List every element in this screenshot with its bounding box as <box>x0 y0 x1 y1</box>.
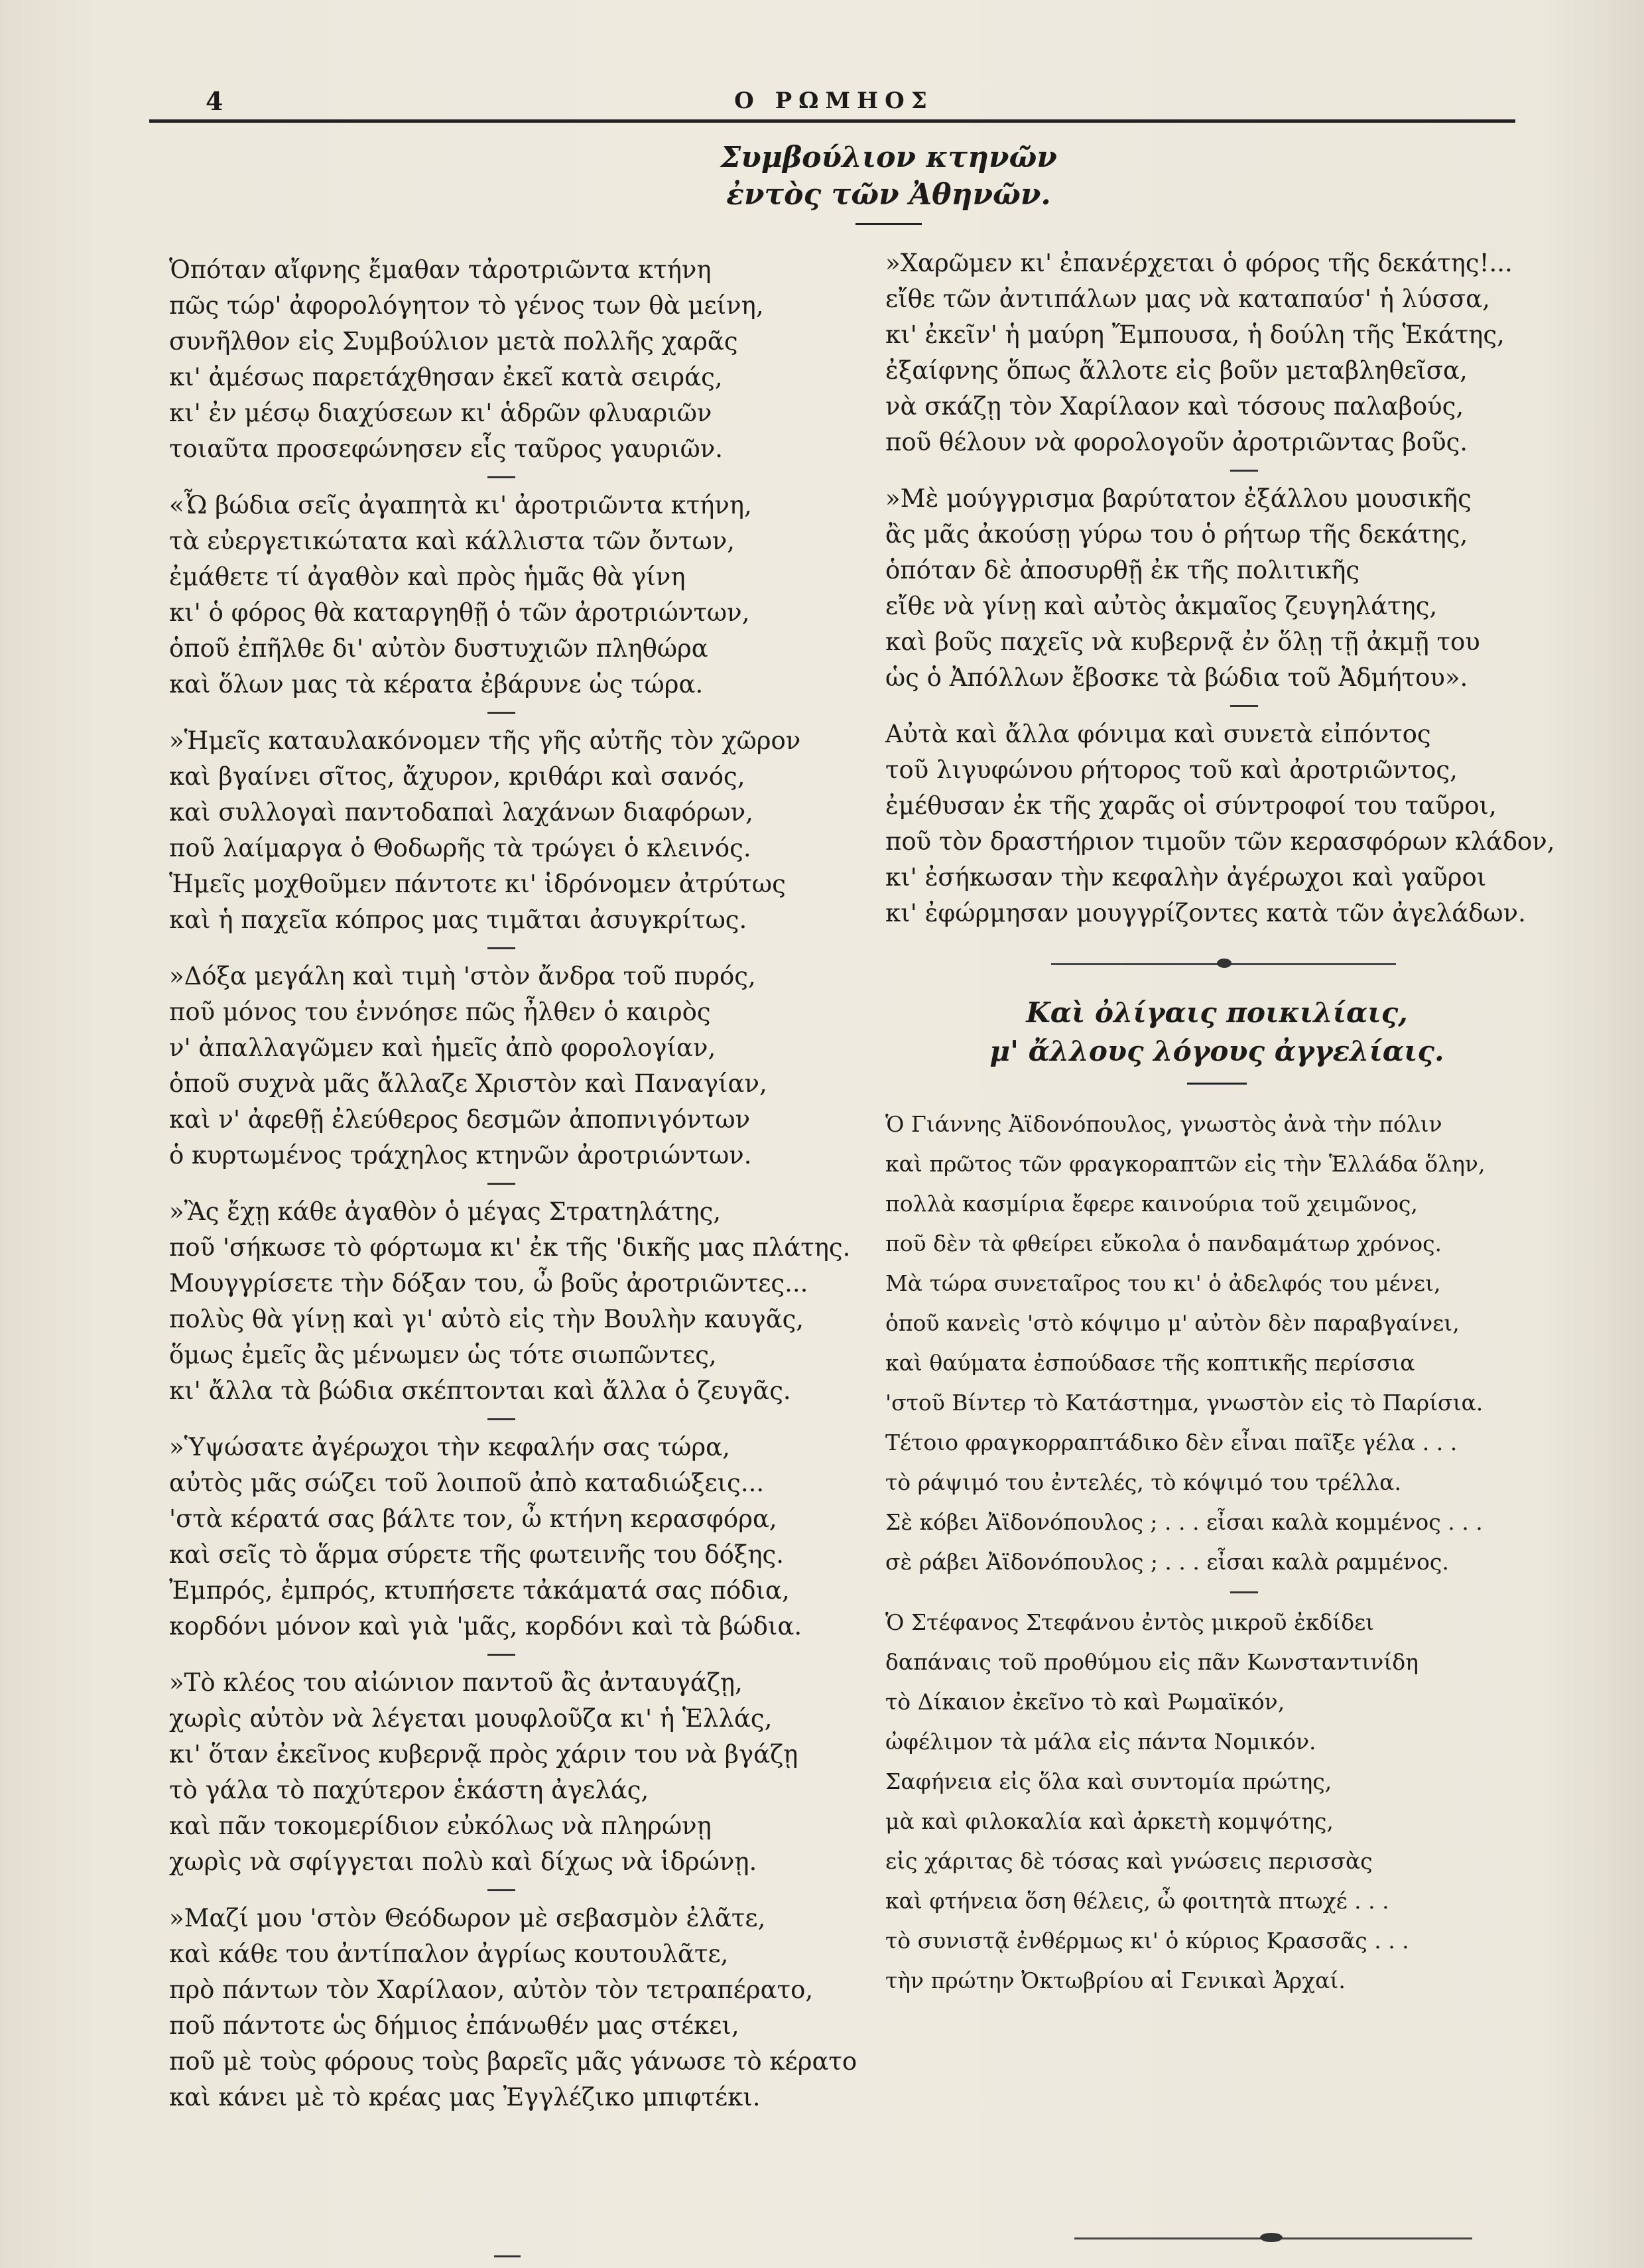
verse-line: ὁπόταν δὲ ἀποσυρθῇ ἐκ τῆς πολιτικῆς <box>885 556 1360 584</box>
section-title-dash <box>1187 1083 1247 1085</box>
ad-line: καὶ πρῶτος τῶν φραγκοραπτῶν εἰς τὴν Ἑλλάδα ὅλην, <box>885 1151 1486 1177</box>
verse-line: ἐξαίφνης ὅπως ἄλλοτε εἰς βοῦν μεταβληθεῖσα, <box>885 356 1468 385</box>
verse-line: χωρὶς νὰ σφίγγεται πολὺ καὶ δίχως νὰ ἱδρώνῃ. <box>169 1847 757 1876</box>
verse-line: »Ὑψώσατε ἀγέρωχοι τὴν κεφαλήν σας τώρα, <box>169 1433 730 1461</box>
stanza-separator <box>487 712 515 714</box>
verse-line: νὰ σκάζῃ τὸν Χαρίλαον καὶ τόσους παλαβούς, <box>885 392 1464 421</box>
verse-line: καὶ κάνει μὲ τὸ κρέας μας Ἐγγλέζικο μπιφτέκι. <box>169 2083 761 2111</box>
stanza <box>169 959 852 1173</box>
ornament-dot <box>1260 2233 1283 2242</box>
stanza-separator <box>487 1654 515 1656</box>
verse-line: κι' ἐφώρμησαν μουγγρίζοντες κατὰ τῶν ἀγελάδων. <box>885 899 1526 927</box>
ad-line: Μὰ τώρα συνεταῖρος του κι' ὁ ἀδελφός του μένει, <box>885 1270 1441 1296</box>
verse-line: κι' ἄλλα τὰ βώδια σκέπτονται καὶ ἄλλα ὁ ζευγᾶς. <box>169 1376 791 1405</box>
verse-line: »Ἂς ἔχῃ κάθε ἀγαθὸν ὁ μέγας Στρατηλάτης, <box>169 1197 722 1226</box>
header-rule <box>149 119 1515 123</box>
verse-line: κι' ἐν μέσῳ διαχύσεων κι' ἁδρῶν φλυαριῶν <box>169 399 712 427</box>
verse-line: ὁποῦ ἐπῆλθε δι' αὐτὸν δυστυχιῶν πληθώρα <box>169 634 708 663</box>
title-dash <box>855 223 922 225</box>
stanza <box>885 245 1549 460</box>
stanza <box>169 1901 857 2115</box>
article-title-line: Συμβούλιον κτηνῶν <box>720 141 1057 174</box>
advertisement <box>885 1603 1549 2001</box>
verse-line: ν' ἀπαλλαγῶμεν καὶ ἡμεῖς ἀπὸ φορολογίαν, <box>169 1034 716 1062</box>
verse-line: πρὸ πάντων τὸν Χαρίλαον, αὐτὸν τὸν τετραπέρατο, <box>169 1975 814 2004</box>
verse-line: ὁποῦ συχνὰ μᾶς ἄλλαζε Χριστὸν καὶ Παναγίαν, <box>169 1069 767 1098</box>
stanza <box>169 488 852 702</box>
verse-line: »Ἡμεῖς καταυλακόνομεν τῆς γῆς αὐτῆς τὸν χῶρον <box>169 726 801 755</box>
stanza <box>169 1194 852 1409</box>
article-title-line: ἐντὸς τῶν Ἀθηνῶν. <box>726 178 1051 212</box>
stanza-separator <box>487 1889 515 1891</box>
verse-line: ποῦ μόνος του ἐννόησε πῶς ἦλθεν ὁ καιρὸς <box>169 998 711 1026</box>
verse-line: Ἡμεῖς μοχθοῦμεν πάντοτε κι' ἱδρόνομεν ἀτρύτως <box>169 870 786 898</box>
advertisement <box>885 1104 1549 1582</box>
ad-line: καὶ θαύματα ἐσπούδασε τῆς κοπτικῆς περίσσια <box>885 1350 1415 1376</box>
verse-line: καὶ συλλογαὶ παντοδαπαὶ λαχάνων διαφόρων, <box>169 798 753 827</box>
ad-line: Ὁ Στέφανος Στεφάνου ἐντὸς μικροῦ ἐκδίδει <box>885 1609 1375 1635</box>
ad-line: καὶ φτήνεια ὅση θέλεις, ὦ φοιτητὰ πτωχέ . . . <box>885 1888 1389 1914</box>
stanza-separator <box>1230 705 1258 707</box>
ad-line: 'στοῦ Βίντερ τὸ Κατάστημα, γνωστὸν εἰς τὸ Παρίσια. <box>885 1390 1484 1416</box>
verse-line: ὁ κυρτωμένος τράχηλος κτηνῶν ἀροτριώντων. <box>169 1141 752 1169</box>
ornament-dot <box>1217 959 1232 968</box>
verse-line: ποῦ τὸν δραστήριον τιμοῦν τῶν κερασφόρων κλάδον, <box>885 827 1555 856</box>
article-title <box>663 139 1114 225</box>
verse-line: καὶ ὅλων μας τὰ κέρατα ἐβάρυνε ὡς τώρα. <box>169 670 704 699</box>
ad-line: τὸ συνιστᾷ ἐνθέρμως κι' ὁ κύριος Κρασσᾶς . . . <box>885 1928 1409 1954</box>
paragraph-separator <box>1230 1591 1258 1593</box>
verse-line: τὰ εὐεργετικώτατα καὶ κάλλιστα τῶν ὄντων, <box>169 527 735 555</box>
verse-line: κι' ἐσήκωσαν τὴν κεφαλὴν ἀγέρωχοι καὶ γαῦροι <box>885 863 1487 892</box>
stanza-separator <box>487 1183 515 1185</box>
verse-line: ὡς ὁ Ἀπόλλων ἔβοσκε τὰ βώδια τοῦ Ἀδμήτου». <box>885 663 1468 692</box>
verse-line: κορδόνι μόνον καὶ γιὰ 'μᾶς, κορδόνι καὶ τὰ βώδια. <box>169 1612 802 1640</box>
masthead: Ο ΡΩΜΗΟΣ <box>734 88 934 114</box>
page-number: 4 <box>206 86 223 116</box>
verse-line: »Μαζί μου 'στὸν Θεόδωρον μὲ σεβασμὸν ἐλᾶτε, <box>169 1904 766 1932</box>
verse-line: καὶ ἡ παχεῖα κόπρος μας τιμᾶται ἀσυγκρίτως. <box>169 905 747 934</box>
verse-line: »Δόξα μεγάλη καὶ τιμὴ 'στὸν ἄνδρα τοῦ πυρός, <box>169 962 756 990</box>
section-title-line: μ' ἄλλους λόγους ἀγγελίαις. <box>989 1035 1444 1067</box>
stanza <box>169 1665 852 1880</box>
section-ornament <box>885 954 1549 974</box>
stanza <box>885 481 1549 696</box>
verse-line: πῶς τώρ' ἀφορολόγητον τὸ γένος των θὰ μείνη, <box>169 291 764 320</box>
ad-line: ποῦ δὲν τὰ φθείρει εὔκολα ὁ πανδαμάτωρ χρόνος. <box>885 1231 1442 1256</box>
verse-line: Μουγγρίσετε τὴν δόξαν του, ὦ βοῦς ἀροτριῶντες... <box>169 1269 808 1298</box>
ad-line: ὠφέλιμον τὰ μάλα εἰς πάντα Νομικόν. <box>885 1729 1316 1755</box>
ad-line: μὰ καὶ φιλοκαλία καὶ ἀρκετὴ κομψότης, <box>885 1808 1334 1834</box>
verse-line: καὶ ν' ἀφεθῇ ἐλεύθερος δεσμῶν ἀποπνιγόντων <box>169 1105 751 1134</box>
verse-line: ποῦ 'σήκωσε τὸ φόρτωμα κι' ἐκ τῆς 'δικῆς μας πλάτης. <box>169 1233 851 1262</box>
verse-line: κι' ὁ φόρος θὰ καταργηθῇ ὁ τῶν ἀροτριώντων, <box>169 598 750 627</box>
verse-line: ἐμάθετε τί ἀγαθὸν καὶ πρὸς ἡμᾶς θὰ γίνη <box>169 563 686 591</box>
stanza <box>169 1430 852 1644</box>
verse-line: εἴθε νὰ γίνῃ καὶ αὐτὸς ἀκμαῖος ζευγηλάτης, <box>885 592 1438 620</box>
stanza-separator <box>487 947 515 949</box>
verse-line: »Χαρῶμεν κι' ἐπανέρχεται ὁ φόρος τῆς δεκάτης!... <box>885 249 1513 277</box>
ad-line: Ὁ Γιάννης Ἀϊδονόπουλος, γνωστὸς ἀνὰ τὴν πόλιν <box>885 1111 1442 1137</box>
end-ornament <box>1074 2232 1472 2245</box>
verse-line: ποῦ λαίμαργα ὁ Θοδωρῆς τὰ τρώγει ὁ κλεινός. <box>169 834 751 862</box>
verse-line: Ἐμπρός, ἐμπρός, κτυπήσετε τἀκάματά σας πόδια, <box>169 1576 790 1605</box>
verse-line: ἂς μᾶς ἀκούσῃ γύρω του ὁ ρήτωρ τῆς δεκάτης, <box>885 520 1468 549</box>
stanza <box>169 723 852 938</box>
verse-line: τοιαῦτα προσεφώνησεν εἷς ταῦρος γαυριῶν. <box>169 434 724 463</box>
verse-line: συνῆλθον εἰς Συμβούλιον μετὰ πολλῆς χαρᾶς <box>169 327 738 356</box>
ad-line: ὁποῦ κανεὶς 'στὸ κόψιμο μ' αὐτὸν δὲν παραβγαίνει, <box>885 1310 1460 1336</box>
verse-line: ποῦ πάντοτε ὡς δήμιος ἐπάνωθέν μας στέκει, <box>169 2011 739 2040</box>
stanza-separator <box>487 476 515 478</box>
verse-line: «Ὦ βώδια σεῖς ἀγαπητὰ κι' ἀροτριῶντα κτήνη, <box>169 491 752 519</box>
section-title <box>885 994 1549 1071</box>
verse-line: κι' ἀμέσως παρετάχθησαν ἐκεῖ κατὰ σειράς, <box>169 363 723 391</box>
ad-line: Σὲ κόβει Ἀϊδονόπουλος ; . . . εἶσαι καλὰ κομμένος . . . <box>885 1509 1483 1535</box>
verse-line: »Τὸ κλέος του αἰώνιον παντοῦ ἂς ἀνταυγάζῃ, <box>169 1668 743 1697</box>
verse-line: 'στὰ κέρατά σας βάλτε τον, ὦ κτήνη κερασφόρα, <box>169 1504 777 1533</box>
stanza-separator <box>487 1418 515 1420</box>
section-title-line: Καὶ ὀλίγαις ποικιλίαις, <box>1026 996 1408 1029</box>
verse-line: ὅμως ἐμεῖς ἂς μένωμεν ὡς τότε σιωπῶντες, <box>169 1341 717 1369</box>
verse-line: κι' ὅταν ἐκεῖνος κυβερνᾷ πρὸς χάριν του νὰ βγάζῃ <box>169 1740 798 1768</box>
stanza-separator <box>1230 470 1258 472</box>
ad-line: εἰς χάριτας δὲ τόσας καὶ γνώσεις περισσὰς <box>885 1848 1373 1874</box>
verse-line: καὶ βοῦς παχεῖς νὰ κυβερνᾷ ἐν ὅλῃ τῇ ἀκμῇ του <box>885 628 1480 656</box>
ad-line: τὴν πρώτην Ὀκτωβρίου αἱ Γενικαὶ Ἀρχαί. <box>885 1968 1346 1993</box>
ad-line: πολλὰ κασμίρια ἔφερε καινούρια τοῦ χειμῶνος, <box>885 1191 1418 1217</box>
verse-line: χωρὶς αὐτὸν νὰ λέγεται μουφλοῦζα κι' ἡ Ἑλλάς, <box>169 1704 773 1733</box>
verse-line: αὐτὸς μᾶς σώζει τοῦ λοιποῦ ἀπὸ καταδιώξεις... <box>169 1469 765 1497</box>
ad-line: Σαφήνεια εἰς ὅλα καὶ συντομία πρώτης, <box>885 1768 1332 1794</box>
ad-line: Τέτοιο φραγκορραπτάδικο δὲν εἶναι παῖξε γέλα . . . <box>885 1430 1458 1455</box>
left-column <box>169 252 857 2115</box>
ad-line: σὲ ράβει Ἀϊδονόπουλος ; . . . εἶσαι καλὰ ραμμένος. <box>885 1549 1449 1575</box>
verse-line: ποῦ θέλουν νὰ φορολογοῦν ἀροτριῶντας βοῦς. <box>885 428 1468 456</box>
verse-line: καὶ σεῖς τὸ ἅρμα σύρετε τῆς φωτεινῆς του δόξης. <box>169 1540 784 1569</box>
ad-line: τὸ Δίκαιον ἐκεῖνο τὸ καὶ Ρωμαϊκόν, <box>885 1689 1285 1715</box>
verse-line: καὶ πᾶν τοκομερίδιον εὐκόλως νὰ πληρώνῃ <box>169 1812 712 1840</box>
right-column <box>885 245 1555 2001</box>
verse-line: κι' ἐκεῖν' ἡ μαύρη Ἔμπουσα, ἡ δούλη τῆς Ἑκάτης, <box>885 320 1505 349</box>
verse-line: τοῦ λιγυφώνου ρήτορος τοῦ καὶ ἀροτριῶντος, <box>885 756 1458 784</box>
verse-line: καὶ κάθε του ἀντίπαλον ἀγρίως κουτουλᾶτε, <box>169 1940 729 1968</box>
verse-line: καὶ βγαίνει σῖτος, ἄχυρον, κριθάρι καὶ σανός, <box>169 762 745 791</box>
verse-line: ποῦ μὲ τοὺς φόρους τοὺς βαρεῖς μᾶς γάνωσε τὸ κέρατο <box>169 2047 857 2076</box>
verse-line: εἴθε τῶν ἀντιπάλων μας νὰ καταπαύσ' ἡ λύσσα, <box>885 285 1490 313</box>
verse-line: τὸ γάλα τὸ παχύτερον ἑκάστη ἀγελάς, <box>169 1776 649 1804</box>
verse-line: Αὐτὰ καὶ ἄλλα φόνιμα καὶ συνετὰ εἰπόντος <box>885 720 1431 748</box>
ad-line: τὸ ράψιμό του ἐντελές, τὸ κόψιμό του τρέλλα. <box>885 1469 1401 1495</box>
stanza <box>885 716 1555 931</box>
verse-line: Ὁπόταν αἴφνης ἔμαθαν τἀροτριῶντα κτήνη <box>169 255 712 284</box>
stanza <box>169 252 852 467</box>
column-end-dash <box>494 2255 521 2257</box>
verse-line: »Μὲ μούγγρισμα βαρύτατον ἐξάλλου μουσικῆς <box>885 484 1472 513</box>
ad-line: δαπάναις τοῦ προθύμου εἰς πᾶν Κωνσταντινίδη <box>885 1649 1419 1675</box>
verse-line: ἐμέθυσαν ἐκ τῆς χαρᾶς οἱ σύντροφοί του ταῦροι, <box>885 791 1497 820</box>
verse-line: πολὺς θὰ γίνῃ καὶ γι' αὐτὸ εἰς τὴν Βουλὴν καυγᾶς, <box>169 1305 804 1333</box>
